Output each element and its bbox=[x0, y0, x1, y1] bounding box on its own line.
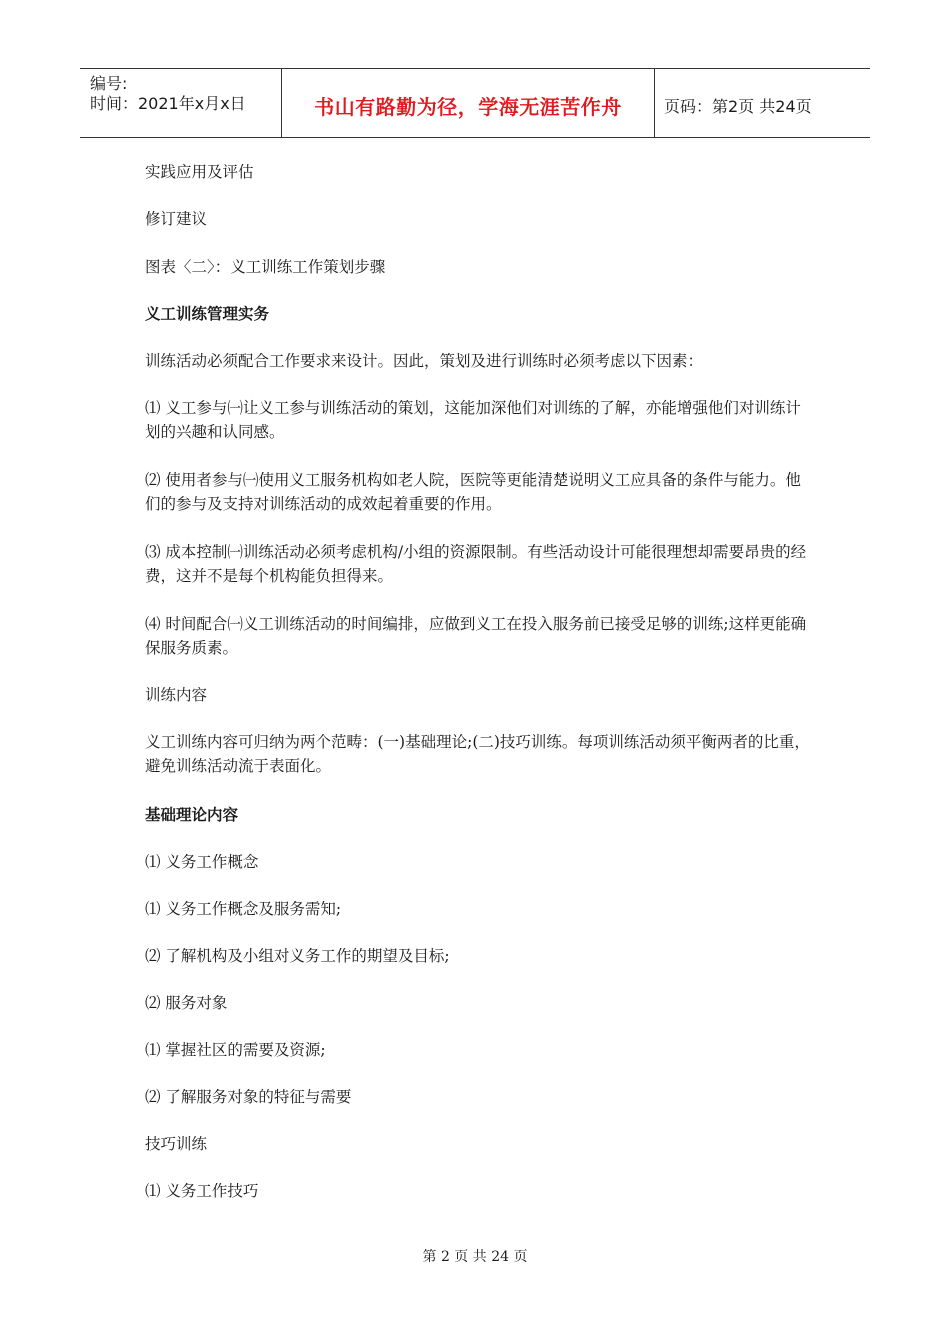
list-item: ⑵ 服务对象 bbox=[145, 994, 228, 1012]
paragraph: 技巧训练 bbox=[145, 1135, 208, 1153]
number-label: 编号: bbox=[90, 74, 128, 93]
section-heading: 基础理论内容 bbox=[145, 806, 239, 824]
paragraph: 义工训练内容可归纳为两个范畴：(一)基础理论;(二)技巧训练。每项训练活动须平衡两者的比重，避免训练活动流于表面化。 bbox=[145, 733, 810, 775]
paragraph: ⑶ 成本控制㈠训练活动必须考虑机构/小组的资源限制。有些活动设计可能很理想却需要昂贵的经费，这并不是每个机构能负担得来。 bbox=[145, 543, 807, 585]
list-item: ⑵ 了解机构及小组对义务工作的期望及目标; bbox=[145, 947, 450, 965]
paragraph: 修订建议 bbox=[145, 210, 208, 228]
page-header bbox=[80, 68, 870, 138]
motto: 书山有路勤为径，学海无涯苦作舟 bbox=[314, 95, 622, 119]
section-heading: 义工训练管理实务 bbox=[145, 305, 270, 323]
page-info: 页码：第2页 共24页 bbox=[664, 97, 812, 116]
header-motto-cell bbox=[281, 69, 655, 137]
time-label: 时间：2021年x月x日 bbox=[90, 94, 246, 113]
list-item: ⑴ 掌握社区的需要及资源; bbox=[145, 1041, 326, 1059]
paragraph: 训练内容 bbox=[145, 686, 208, 704]
paragraph: 实践应用及评估 bbox=[145, 163, 254, 181]
paragraph: 训练活动必须配合工作要求来设计。因此，策划及进行训练时必须考虑以下因素： bbox=[145, 352, 704, 370]
paragraph: ⑴ 义工参与㈠让义工参与训练活动的策划，这能加深他们对训练的了解，亦能增强他们对训练计划的兴趣和认同感。 bbox=[145, 399, 801, 441]
paragraph: ⑷ 时间配合㈠义工训练活动的时间编排，应做到义工在投入服务前已接受足够的训练;这样更能确保服务质素。 bbox=[145, 615, 807, 657]
paragraph: 图表〈二〉：义工训练工作策划步骤 bbox=[145, 258, 386, 276]
list-item: ⑴ 义务工作概念 bbox=[145, 853, 259, 871]
paragraph: ⑵ 使用者参与㈠使用义工服务机构如老人院，医院等更能清楚说明义工应具备的条件与能力。他们的参与及支持对训练活动的成效起着重要的作用。 bbox=[145, 471, 801, 513]
list-item: ⑴ 义务工作技巧 bbox=[145, 1182, 259, 1200]
header-page-cell bbox=[654, 69, 870, 137]
page-footer: 第 2 页 共 24 页 bbox=[422, 1249, 528, 1265]
header-meta bbox=[80, 69, 281, 137]
list-item: ⑴ 义务工作概念及服务需知; bbox=[145, 900, 342, 918]
list-item: ⑵ 了解服务对象的特征与需要 bbox=[145, 1088, 352, 1106]
